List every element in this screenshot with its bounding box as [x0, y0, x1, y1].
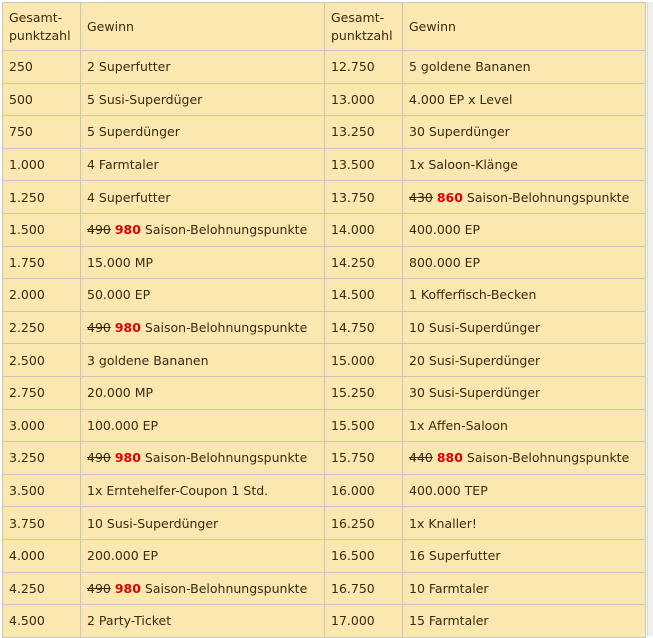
prize-text: 5 Superdünger	[87, 124, 180, 140]
prize-cell-right	[403, 409, 646, 442]
points-cell-right: 16.000	[325, 474, 403, 507]
prize-cell-right	[403, 311, 646, 344]
prize-cell-right	[403, 572, 646, 605]
table-row	[3, 539, 646, 572]
table-row	[3, 83, 646, 116]
old-value: 490	[87, 580, 111, 596]
prize-cell-left	[81, 148, 325, 181]
prize-cell-right	[403, 246, 646, 279]
prize-cell-right	[403, 474, 646, 507]
prize-cell-right	[403, 83, 646, 116]
prize-cell-right	[403, 148, 646, 181]
header-points-left	[3, 3, 81, 51]
points-cell-right: 13.000	[325, 83, 403, 116]
old-value: 430	[409, 189, 433, 205]
scrollbar[interactable]	[647, 2, 653, 636]
prize-cell-right	[403, 213, 646, 246]
table-row	[3, 213, 646, 246]
prize-cell-left	[81, 572, 325, 605]
points-cell-left: 1.000	[3, 148, 81, 181]
table-row	[3, 507, 646, 540]
table-row	[3, 148, 646, 181]
table-row	[3, 409, 646, 442]
prize-cell-left	[81, 213, 325, 246]
prize-text: 1x Affen-Saloon	[409, 417, 508, 433]
prize-text: 30 Susi-Superdünger	[409, 385, 541, 401]
table-row	[3, 246, 646, 279]
header-points-text: Gesamt- punktzahl	[9, 9, 71, 43]
points-cell-left: 2.500	[3, 344, 81, 377]
prize-text: 50.000 EP	[87, 287, 151, 303]
prize-text: Saison-Belohnungspunkte	[144, 320, 308, 336]
points-cell-right: 14.500	[325, 279, 403, 312]
header-points-right	[325, 3, 403, 51]
table-row	[3, 376, 646, 409]
table-row	[3, 605, 646, 638]
old-value: 440	[409, 450, 433, 466]
prize-text: Saison-Belohnungspunkte	[466, 189, 630, 205]
points-cell-right: 13.750	[325, 181, 403, 214]
prize-cell-left	[81, 605, 325, 638]
prize-cell-right	[403, 539, 646, 572]
table-row	[3, 442, 646, 475]
old-value: 490	[87, 222, 111, 238]
prize-cell-left	[81, 507, 325, 540]
prize-cell-left	[81, 409, 325, 442]
prize-cell-right	[403, 344, 646, 377]
points-cell-right: 14.000	[325, 213, 403, 246]
points-cell-left: 4.000	[3, 539, 81, 572]
prize-text: 4 Superfutter	[87, 189, 171, 205]
prize-text: Saison-Belohnungspunkte	[144, 580, 308, 596]
points-cell-left: 500	[3, 83, 81, 116]
header-points-text: Gesamt- punktzahl	[331, 9, 393, 43]
header-prize-left	[81, 3, 325, 51]
prize-text: 1 Kofferfisch-Becken	[409, 287, 537, 303]
prize-cell-left	[81, 51, 325, 84]
header-prize-right	[403, 3, 646, 51]
prize-cell-left	[81, 376, 325, 409]
points-cell-left: 1.500	[3, 213, 81, 246]
points-cell-left: 3.750	[3, 507, 81, 540]
rewards-table	[2, 2, 646, 638]
prize-text: 2 Party-Ticket	[87, 613, 172, 629]
prize-text: 3 goldene Bananen	[87, 352, 209, 368]
prize-text: 400.000 TEP	[409, 483, 488, 499]
prize-text: 10 Susi-Superdünger	[409, 320, 541, 336]
prize-cell-right	[403, 376, 646, 409]
table-body	[3, 51, 646, 638]
points-cell-right: 17.000	[325, 605, 403, 638]
prize-text: 16 Superfutter	[409, 548, 501, 564]
new-value: 880	[436, 450, 463, 466]
prize-text: 2 Superfutter	[87, 59, 171, 75]
prize-cell-right	[403, 442, 646, 475]
prize-text: 4 Farmtaler	[87, 157, 159, 173]
prize-cell-left	[81, 311, 325, 344]
prize-cell-right	[403, 507, 646, 540]
prize-cell-left	[81, 279, 325, 312]
header-prize-text: Gewinn	[409, 18, 456, 34]
new-value: 980	[114, 580, 141, 596]
prize-cell-right	[403, 279, 646, 312]
prize-cell-right	[403, 51, 646, 84]
prize-text: 800.000 EP	[409, 254, 481, 270]
prize-text: 10 Farmtaler	[409, 580, 489, 596]
points-cell-right: 15.500	[325, 409, 403, 442]
prize-text: 15 Farmtaler	[409, 613, 489, 629]
table-row	[3, 279, 646, 312]
table-row	[3, 474, 646, 507]
prize-text: 20.000 MP	[87, 385, 154, 401]
prize-cell-left	[81, 246, 325, 279]
table-row	[3, 572, 646, 605]
points-cell-right: 16.500	[325, 539, 403, 572]
prize-text: 1x Knaller!	[409, 515, 477, 531]
points-cell-left: 2.000	[3, 279, 81, 312]
points-cell-left: 3.500	[3, 474, 81, 507]
points-cell-right: 16.750	[325, 572, 403, 605]
prize-text: Saison-Belohnungspunkte	[144, 450, 308, 466]
prize-cell-right	[403, 116, 646, 149]
prize-cell-left	[81, 442, 325, 475]
prize-text: 5 goldene Bananen	[409, 59, 531, 75]
points-cell-left: 1.750	[3, 246, 81, 279]
points-cell-right: 16.250	[325, 507, 403, 540]
prize-text: 5 Susi-Superdüger	[87, 91, 203, 107]
old-value: 490	[87, 450, 111, 466]
prize-cell-right	[403, 605, 646, 638]
prize-cell-left	[81, 116, 325, 149]
prize-text: 10 Susi-Superdünger	[87, 515, 219, 531]
header-row	[3, 3, 646, 51]
points-cell-right: 15.250	[325, 376, 403, 409]
points-cell-left: 3.250	[3, 442, 81, 475]
points-cell-left: 4.250	[3, 572, 81, 605]
prize-text: Saison-Belohnungspunkte	[144, 222, 308, 238]
header-prize-text: Gewinn	[87, 18, 134, 34]
old-value: 490	[87, 320, 111, 336]
prize-cell-right	[403, 181, 646, 214]
points-cell-left: 4.500	[3, 605, 81, 638]
new-value: 980	[114, 320, 141, 336]
table-row	[3, 181, 646, 214]
points-cell-right: 15.750	[325, 442, 403, 475]
prize-text: 1x Saloon-Klänge	[409, 157, 518, 173]
prize-text: 15.000 MP	[87, 254, 154, 270]
points-cell-right: 14.250	[325, 246, 403, 279]
prize-cell-left	[81, 181, 325, 214]
prize-text: 400.000 EP	[409, 222, 481, 238]
table-row	[3, 116, 646, 149]
points-cell-left: 750	[3, 116, 81, 149]
prize-text: 4.000 EP x Level	[409, 91, 513, 107]
points-cell-right: 14.750	[325, 311, 403, 344]
table-row	[3, 344, 646, 377]
points-cell-right: 13.500	[325, 148, 403, 181]
new-value: 980	[114, 450, 141, 466]
points-cell-right: 13.250	[325, 116, 403, 149]
points-cell-left: 1.250	[3, 181, 81, 214]
points-cell-left: 2.750	[3, 376, 81, 409]
table-row	[3, 51, 646, 84]
points-cell-left: 250	[3, 51, 81, 84]
points-cell-left: 2.250	[3, 311, 81, 344]
prize-cell-left	[81, 474, 325, 507]
prize-cell-left	[81, 539, 325, 572]
prize-text: 1x Erntehelfer-Coupon 1 Std.	[87, 483, 269, 499]
prize-cell-left	[81, 344, 325, 377]
prize-text: 100.000 EP	[87, 417, 159, 433]
prize-text: Saison-Belohnungspunkte	[466, 450, 630, 466]
table-row	[3, 311, 646, 344]
new-value: 860	[436, 189, 463, 205]
prize-text: 20 Susi-Superdünger	[409, 352, 541, 368]
points-cell-left: 3.000	[3, 409, 81, 442]
points-cell-right: 15.000	[325, 344, 403, 377]
prize-text: 200.000 EP	[87, 548, 159, 564]
points-cell-right: 12.750	[325, 51, 403, 84]
prize-text: 30 Superdünger	[409, 124, 510, 140]
prize-cell-left	[81, 83, 325, 116]
new-value: 980	[114, 222, 141, 238]
